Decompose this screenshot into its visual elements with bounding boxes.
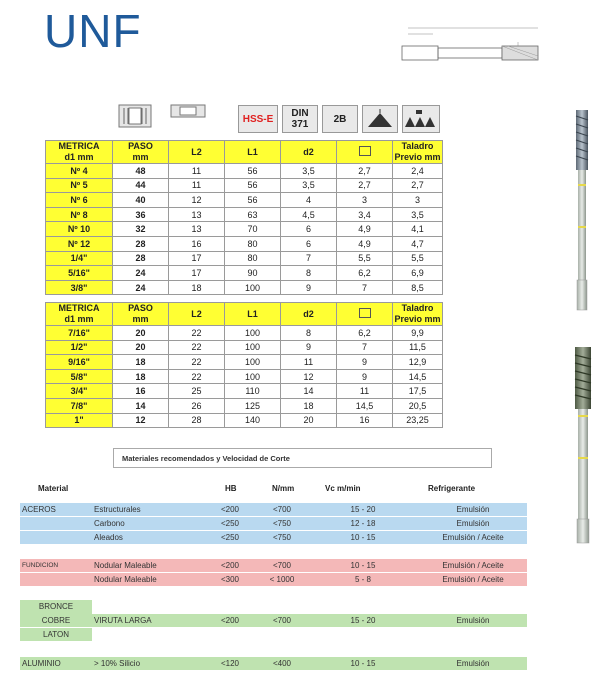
- table-row: [46, 251, 443, 266]
- material-group-name: FUNDICION: [22, 562, 59, 569]
- material-cell: Emulsión / Aceite: [442, 533, 504, 542]
- header-check-icon: [337, 303, 393, 326]
- table-cell: Nº 8: [46, 207, 113, 222]
- material-cell: <750: [272, 533, 292, 542]
- table-cell: 17,5: [393, 384, 443, 399]
- hss-e-badge: HSS-E: [238, 105, 278, 133]
- table-cell: 4,9: [337, 236, 393, 251]
- table-cell: 2,7: [393, 178, 443, 193]
- table-cell: 7/8": [46, 398, 113, 413]
- table-cell: 9: [337, 369, 393, 384]
- din-badge-line2: 371: [291, 119, 309, 130]
- thread-profile-icon: [362, 105, 398, 133]
- table-row: [46, 398, 443, 413]
- table-cell: 100: [225, 369, 281, 384]
- table-row: [46, 326, 443, 341]
- table-row: [46, 207, 443, 222]
- material-cell: Aleados: [94, 533, 123, 542]
- header-taladro: [393, 303, 443, 326]
- table-cell: 25: [169, 384, 225, 399]
- table-cell: 18: [113, 369, 169, 384]
- table-cell: 3,5: [281, 178, 337, 193]
- table-row: [46, 266, 443, 281]
- table-row: [46, 193, 443, 208]
- table-cell: 11: [169, 164, 225, 179]
- table-cell: 28: [113, 236, 169, 251]
- materials-title: Materiales recomendados y Velocidad de Corte: [113, 448, 492, 468]
- blind-hole-icon: [170, 104, 206, 118]
- table-cell: 22: [169, 355, 225, 370]
- table-row: [46, 413, 443, 428]
- material-cell: <250: [220, 519, 240, 528]
- table-cell: 56: [225, 164, 281, 179]
- table-cell: 23,25: [393, 413, 443, 428]
- table-cell: 100: [225, 340, 281, 355]
- table-cell: 11: [281, 355, 337, 370]
- header-l2: L2: [169, 303, 225, 326]
- material-cell: <200: [220, 616, 240, 625]
- table-cell: 80: [225, 251, 281, 266]
- table-cell: 9: [337, 355, 393, 370]
- table-cell: 32: [113, 222, 169, 237]
- material-cell: Emulsión: [456, 519, 490, 528]
- header-nmm: N/mm: [272, 484, 295, 493]
- header-l2: L2: [169, 141, 225, 164]
- table-cell: 3/4": [46, 384, 113, 399]
- table-row: [46, 355, 443, 370]
- table-row: [46, 164, 443, 179]
- table-cell: 6,2: [337, 266, 393, 281]
- thread-spec-table-2: [45, 302, 443, 428]
- header-paso: [113, 141, 169, 164]
- page-title: UNF: [44, 5, 142, 57]
- table-cell: 20: [281, 413, 337, 428]
- material-group-name: BRONCE: [38, 602, 74, 611]
- table-cell: 7/16": [46, 326, 113, 341]
- table-cell: 3/8": [46, 280, 113, 295]
- table-cell: 12: [169, 193, 225, 208]
- material-cell: <200: [220, 505, 240, 514]
- table-cell: 3: [337, 193, 393, 208]
- table-cell: 110: [225, 384, 281, 399]
- table-cell: 5,5: [393, 251, 443, 266]
- table-cell: 5/16": [46, 266, 113, 281]
- square-icon: [359, 146, 371, 156]
- table-cell: Nº 4: [46, 164, 113, 179]
- table-cell: 6,9: [393, 266, 443, 281]
- table-cell: 4,1: [393, 222, 443, 237]
- table-row: [46, 178, 443, 193]
- table-cell: 100: [225, 355, 281, 370]
- table-cell: 140: [225, 413, 281, 428]
- table-row: [46, 340, 443, 355]
- table-cell: 36: [113, 207, 169, 222]
- table-cell: 63: [225, 207, 281, 222]
- table-cell: 13: [169, 207, 225, 222]
- table-cell: 26: [169, 398, 225, 413]
- table-header-row: [46, 303, 443, 326]
- material-cell: 15 - 20: [350, 505, 376, 514]
- table-cell: 20,5: [393, 398, 443, 413]
- header-paso: [113, 303, 169, 326]
- table-cell: 3,5: [393, 207, 443, 222]
- table-cell: 12: [113, 413, 169, 428]
- header-taladro-line1: Taladro: [401, 303, 434, 313]
- material-group-name: COBRE: [41, 616, 71, 625]
- table-cell: 22: [169, 326, 225, 341]
- table-cell: Nº 6: [46, 193, 113, 208]
- table-cell: 14,5: [393, 369, 443, 384]
- table-cell: 56: [225, 178, 281, 193]
- header-refrigerante: Refrigerante: [428, 484, 476, 493]
- table-cell: 16: [113, 384, 169, 399]
- header-l1: L1: [225, 141, 281, 164]
- thread-spec-table-1: [45, 140, 443, 295]
- table-cell: 24: [113, 280, 169, 295]
- table-cell: Nº 12: [46, 236, 113, 251]
- tolerance-badge: 2B: [322, 105, 358, 133]
- table-cell: 5,5: [337, 251, 393, 266]
- header-d2: d2: [281, 141, 337, 164]
- header-material: Material: [38, 484, 69, 493]
- table-cell: 28: [169, 413, 225, 428]
- through-hole-icon: [118, 104, 152, 128]
- material-cell: <400: [272, 659, 292, 668]
- table-cell: 100: [225, 280, 281, 295]
- material-cell: <250: [220, 533, 240, 542]
- table-cell: Nº 10: [46, 222, 113, 237]
- material-cell: < 1000: [269, 575, 295, 584]
- header-metrica-line1: METRICA: [58, 303, 100, 313]
- table-cell: 80: [225, 236, 281, 251]
- table-cell: 8: [281, 326, 337, 341]
- table-cell: 4,9: [337, 222, 393, 237]
- header-taladro: [393, 141, 443, 164]
- table-cell: 4,7: [393, 236, 443, 251]
- material-cell: Nodular Maleable: [94, 575, 157, 584]
- table-cell: 7: [337, 280, 393, 295]
- material-cell: Emulsión / Aceite: [442, 575, 504, 584]
- material-group-name: ALUMINIO: [22, 659, 61, 668]
- material-cell: <700: [272, 616, 292, 625]
- din-badge: [282, 105, 318, 133]
- table-cell: 16: [169, 236, 225, 251]
- table-cell: 125: [225, 398, 281, 413]
- table-cell: 18: [169, 280, 225, 295]
- material-cell: Estructurales: [94, 505, 141, 514]
- material-cell: > 10% Silicio: [94, 659, 141, 668]
- table-cell: 1/2": [46, 340, 113, 355]
- table-cell: 14: [281, 384, 337, 399]
- material-cell: VIRUTA LARGA: [94, 616, 152, 625]
- table-cell: 8: [281, 266, 337, 281]
- header-l1: L1: [225, 303, 281, 326]
- table-cell: Nº 5: [46, 178, 113, 193]
- header-metrica-line2: d1 mm: [64, 152, 94, 162]
- table-cell: 9,9: [393, 326, 443, 341]
- tap-tool-image-short: [568, 108, 596, 318]
- table-cell: 70: [225, 222, 281, 237]
- material-cell: 10 - 15: [350, 561, 376, 570]
- table-cell: 7: [337, 340, 393, 355]
- table-cell: 6: [281, 222, 337, 237]
- table-cell: 14: [113, 398, 169, 413]
- header-metrica-line2: d1 mm: [64, 314, 94, 324]
- table-cell: 3,5: [281, 164, 337, 179]
- material-cell: <300: [220, 575, 240, 584]
- table-cell: 7: [281, 251, 337, 266]
- table-cell: 4,5: [281, 207, 337, 222]
- material-cell: <200: [220, 561, 240, 570]
- header-paso-line1: PASO: [128, 141, 153, 151]
- table-cell: 12,9: [393, 355, 443, 370]
- table-cell: 20: [113, 340, 169, 355]
- material-cell: Carbono: [94, 519, 125, 528]
- table-cell: 40: [113, 193, 169, 208]
- table-cell: 44: [113, 178, 169, 193]
- material-cell: Nodular Maleable: [94, 561, 157, 570]
- table-cell: 6,2: [337, 326, 393, 341]
- header-paso-line1: PASO: [128, 303, 153, 313]
- table-cell: 9: [281, 340, 337, 355]
- table-cell: 1": [46, 413, 113, 428]
- material-cell: <750: [272, 519, 292, 528]
- tap-tool-image-long: [568, 345, 598, 550]
- table-cell: 24: [113, 266, 169, 281]
- table-row: [46, 384, 443, 399]
- table-cell: 22: [169, 369, 225, 384]
- table-cell: 22: [169, 340, 225, 355]
- table-cell: 18: [281, 398, 337, 413]
- header-check-icon: [337, 141, 393, 164]
- table-cell: 13: [169, 222, 225, 237]
- table-cell: 16: [337, 413, 393, 428]
- material-cell: <700: [272, 505, 292, 514]
- table-cell: 6: [281, 236, 337, 251]
- material-group-name: ACEROS: [22, 505, 56, 514]
- table-cell: 17: [169, 266, 225, 281]
- table-header-row: [46, 141, 443, 164]
- table-cell: 100: [225, 326, 281, 341]
- table-cell: 5/8": [46, 369, 113, 384]
- table-cell: 12: [281, 369, 337, 384]
- table-cell: 4: [281, 193, 337, 208]
- table-cell: 1/4": [46, 251, 113, 266]
- table-cell: 28: [113, 251, 169, 266]
- header-paso-line2: mm: [132, 152, 149, 162]
- table-cell: 48: [113, 164, 169, 179]
- table-cell: 3,4: [337, 207, 393, 222]
- table-cell: 14,5: [337, 398, 393, 413]
- material-cell: 15 - 20: [350, 616, 376, 625]
- table-cell: 17: [169, 251, 225, 266]
- material-cell: 10 - 15: [350, 659, 376, 668]
- table-cell: 3: [393, 193, 443, 208]
- table-row: [46, 236, 443, 251]
- material-cell: <120: [220, 659, 240, 668]
- material-cell: <700: [272, 561, 292, 570]
- table-cell: 18: [113, 355, 169, 370]
- header-taladro-line2: Previo mm: [394, 152, 441, 162]
- table-cell: 11: [337, 384, 393, 399]
- material-cell: 10 - 15: [350, 533, 376, 542]
- tap-technical-drawing: [398, 18, 548, 73]
- material-cell: Emulsión: [456, 659, 490, 668]
- table-cell: 20: [113, 326, 169, 341]
- material-group-name: LATON: [43, 630, 69, 639]
- header-metrica: [46, 303, 113, 326]
- table-row: [46, 369, 443, 384]
- table-cell: 2,7: [337, 178, 393, 193]
- table-cell: 9: [281, 280, 337, 295]
- header-d2: d2: [281, 303, 337, 326]
- header-vc: Vc m/min: [325, 484, 361, 493]
- material-cell: Emulsión: [456, 616, 490, 625]
- din-badge-line1: DIN: [291, 108, 309, 119]
- header-metrica: [46, 141, 113, 164]
- header-metrica-line1: METRICA: [58, 141, 100, 151]
- square-icon: [359, 308, 371, 318]
- header-taladro-line2: Previo mm: [394, 314, 441, 324]
- material-cell: Emulsión: [456, 505, 490, 514]
- table-cell: 9/16": [46, 355, 113, 370]
- header-hb: HB: [225, 484, 237, 493]
- material-cell: 5 - 8: [354, 575, 371, 584]
- material-cell: Emulsión / Aceite: [442, 561, 504, 570]
- thread-teeth-icon: [402, 105, 440, 133]
- header-taladro-line1: Taladro: [401, 141, 434, 151]
- table-cell: 56: [225, 193, 281, 208]
- table-cell: 11: [169, 178, 225, 193]
- table-cell: 2,7: [337, 164, 393, 179]
- header-paso-line2: mm: [132, 314, 149, 324]
- material-cell: 12 - 18: [350, 519, 376, 528]
- table-row: [46, 222, 443, 237]
- table-cell: 8,5: [393, 280, 443, 295]
- table-cell: 2,4: [393, 164, 443, 179]
- table-cell: 11,5: [393, 340, 443, 355]
- table-row: [46, 280, 443, 295]
- table-cell: 90: [225, 266, 281, 281]
